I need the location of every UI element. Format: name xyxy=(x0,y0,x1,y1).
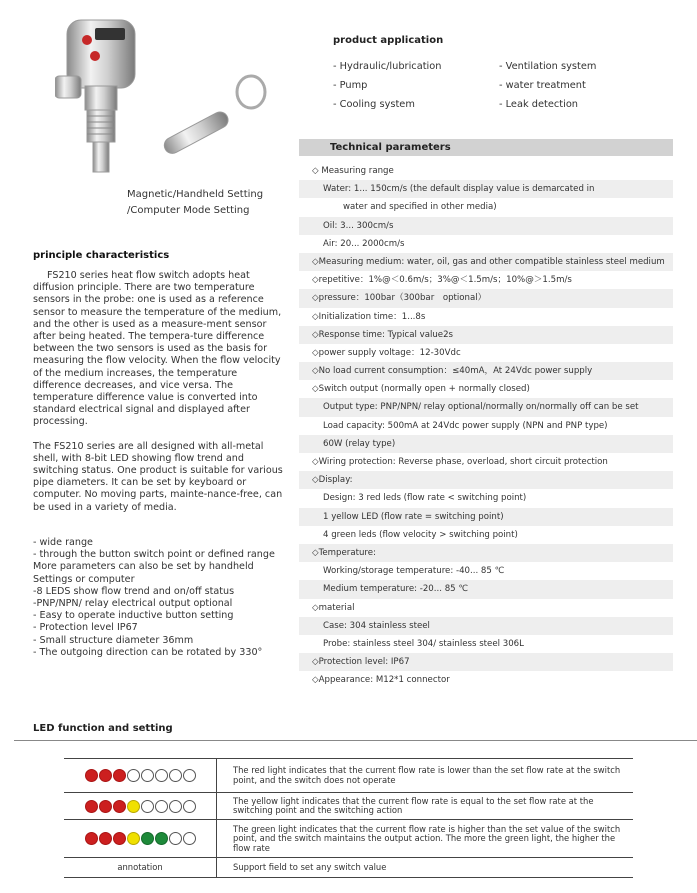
technical-row: ◇ Measuring range xyxy=(312,166,394,176)
red-led-icon xyxy=(85,769,98,782)
white-led-icon xyxy=(155,800,168,813)
feature-item: - through the button switch point or defined range xyxy=(33,549,275,561)
feature-item: -8 LEDS show flow trend and on/off status xyxy=(33,585,235,597)
green-led-icon xyxy=(141,832,154,845)
led-indicator-cell xyxy=(64,759,217,793)
feature-list xyxy=(33,537,293,659)
white-led-icon xyxy=(183,769,196,782)
application-item: - Pump xyxy=(333,80,368,91)
technical-row: ◇Display: xyxy=(299,471,673,489)
caption-line-2: /Computer Mode Setting xyxy=(127,205,250,216)
technical-row: Medium temperature: -20... 85 ℃ xyxy=(299,580,673,598)
green-led-icon xyxy=(155,832,168,845)
technical-row: ◇Initialization time：1...8s xyxy=(312,311,426,322)
technical-row: Design: 3 red leds (flow rate < switching point) xyxy=(323,493,527,504)
red-led-icon xyxy=(99,769,112,782)
led-description: The green light indicates that the current flow rate is higher than the set value of the switch point, and the switch maintains the output action. The more the green light, the higher the flow rate xyxy=(217,820,634,858)
principle-paragraph-2: The FS210 series are all designed with all-metal shell, with 8-bit LED showing flow trend and switching status. One product is suitable for various pipe diameters. It can be set by keyboard or computer. No moving parts, mainte-nance-free, can be used in a variety of media. xyxy=(33,440,283,513)
led-row xyxy=(64,759,633,793)
product-image xyxy=(55,18,275,188)
technical-row: 1 yellow LED (flow rate = switching point) xyxy=(299,508,673,526)
technical-row: ◇material xyxy=(312,602,355,613)
annotation-row xyxy=(64,858,633,878)
technical-row: ◇Temperature: xyxy=(299,544,673,562)
white-led-icon xyxy=(183,800,196,813)
technical-row: ◇Appearance: M12*1 connector xyxy=(312,675,450,686)
red-led-icon xyxy=(85,800,98,813)
led-row xyxy=(64,793,633,820)
white-led-icon xyxy=(155,769,168,782)
technical-row: ◇Protection level: IP67 xyxy=(299,653,673,671)
led-title: LED function and setting xyxy=(33,723,173,734)
feature-item: -PNP/NPN/ relay electrical output optional xyxy=(33,598,233,610)
red-led-icon xyxy=(85,832,98,845)
feature-item: Settings or computer xyxy=(33,573,135,585)
technical-row: ◇Response time: Typical value2s xyxy=(299,326,673,344)
application-list-left xyxy=(333,57,441,114)
application-list-right xyxy=(499,57,596,114)
technical-table xyxy=(299,162,673,689)
feature-item: - The outgoing direction can be rotated by 330° xyxy=(33,646,263,658)
led-indicator-cell xyxy=(64,793,217,820)
application-item: - Leak detection xyxy=(499,99,579,110)
principle-paragraph-1: FS210 series heat flow switch adopts heat diffusion principle. There are two temperature sensors in the probe: one is used as a reference sensor to measure the temperature of the medium, and the other is used as a measure-ment sensor after being heated. The tempera-ture difference between the two sensors is used as the basis for measuring the flow velocity. When the flow velocity of the medium increases, the temperature difference decreases, and vice versa. The temperature difference value is converted into standard electrical signal and displayed after processing. xyxy=(33,270,282,428)
application-item: - water treatment xyxy=(499,80,586,91)
technical-row: ◇Switch output (normally open + normally closed) xyxy=(312,384,530,395)
technical-row: ◇pressure：100bar（300bar optional） xyxy=(299,289,673,307)
annotation-label: annotation xyxy=(64,858,217,878)
technical-row: Case: 304 stainless steel xyxy=(299,617,673,635)
technical-header xyxy=(299,139,673,156)
divider xyxy=(14,740,697,741)
feature-item: - wide range xyxy=(33,537,93,548)
technical-row: water and specified in other media) xyxy=(343,202,497,213)
led-table xyxy=(64,758,633,878)
feature-item: - Protection level IP67 xyxy=(33,622,138,634)
white-led-icon xyxy=(141,800,154,813)
white-led-icon xyxy=(169,832,182,845)
red-led-icon xyxy=(99,832,112,845)
white-led-icon xyxy=(169,769,182,782)
red-led-icon xyxy=(99,800,112,813)
technical-row: Air: 20... 2000cm/s xyxy=(323,238,405,249)
feature-item: - Easy to operate inductive button setting xyxy=(33,610,234,622)
technical-row: Probe: stainless steel 304/ stainless steel 306L xyxy=(323,638,524,649)
annotation-text: Support field to set any switch value xyxy=(217,858,634,878)
led-description: The red light indicates that the current flow rate is lower than the set flow rate at the switch point, and the switch does not operate xyxy=(217,759,634,793)
yellow-led-icon xyxy=(127,832,140,845)
led-row xyxy=(64,820,633,858)
product-caption xyxy=(127,187,263,219)
white-led-icon xyxy=(169,800,182,813)
technical-row: ◇Wiring protection: Reverse phase, overload, short circuit protection xyxy=(312,457,608,467)
white-led-icon xyxy=(127,769,140,782)
white-led-icon xyxy=(183,832,196,845)
technical-row: Water: 1... 150cm/s (the default display value is demarcated in xyxy=(299,180,673,198)
yellow-led-icon xyxy=(127,800,140,813)
technical-row: Oil: 3... 300cm/s xyxy=(299,217,673,235)
technical-row: ◇No load current consumption：≤40mA，At 24Vdc power supply xyxy=(299,362,673,380)
principle-title: principle characteristics xyxy=(33,250,170,261)
application-title: product application xyxy=(333,35,444,46)
led-indicator-cell xyxy=(64,820,217,858)
technical-row: Output type: PNP/NPN/ relay optional/normally on/normally off can be set xyxy=(299,398,673,416)
application-item: - Cooling system xyxy=(333,99,415,110)
feature-item: - Small structure diameter 36mm xyxy=(33,634,194,646)
technical-row: 4 green leds (flow velocity > switching point) xyxy=(323,529,518,540)
application-item: - Ventilation system xyxy=(499,61,597,72)
principle-text xyxy=(33,270,283,526)
technical-row: 60W (relay type) xyxy=(299,435,673,453)
technical-row: ◇repetitive：1%@＜0.6m/s；3%@＜1.5m/s；10%@＞1.5m/s xyxy=(312,275,572,286)
technical-row: ◇power supply voltage：12-30Vdc xyxy=(312,347,461,358)
technical-title: Technical parameters xyxy=(330,142,451,153)
technical-row: Load capacity: 500mA at 24Vdc power supply (NPN and PNP type) xyxy=(323,420,608,431)
feature-item: More parameters can also be set by handheld xyxy=(33,561,254,573)
red-led-icon xyxy=(113,769,126,782)
red-led-icon xyxy=(113,832,126,845)
application-item: - Hydraulic/lubrication xyxy=(333,61,442,72)
white-led-icon xyxy=(141,769,154,782)
technical-row: Working/storage temperature: -40... 85 ℃ xyxy=(323,566,505,577)
led-description: The yellow light indicates that the current flow rate is equal to the set flow rate at the switching point and the switching action xyxy=(217,793,634,820)
caption-line-1: Magnetic/Handheld Setting xyxy=(127,189,264,200)
technical-row: ◇Measuring medium: water, oil, gas and other compatible stainless steel medium xyxy=(299,253,673,271)
red-led-icon xyxy=(113,800,126,813)
